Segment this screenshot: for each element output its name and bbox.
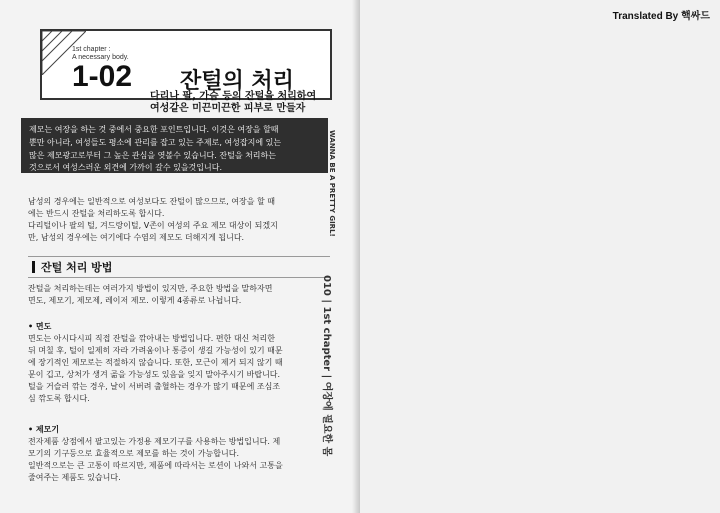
chapter-header-box <box>40 29 332 100</box>
translated-by-label: Translated By 핵싸드 <box>612 11 710 22</box>
paragraph-line: 뒤 며칠 후, 털이 일제히 자라 가려움이나 통증이 생길 가능성이 있기 때문 <box>28 345 283 355</box>
chapter-small-line: A necessary body. <box>72 54 129 61</box>
section-title: 잔털 처리 방법 <box>41 261 113 274</box>
paragraph-line: 털을 거슬러 깎는 경우, 날이 서버려 출혈하는 경우가 많기 때문에 조심조 <box>28 381 281 391</box>
paragraph-line: 잔털을 처리하는데는 여러가지 방법이 있지만, 주요한 방법을 말하자면 <box>28 284 273 293</box>
intro-line: 것으로서 여성스러운 외견에 가까이 갈수 있을것입니다. <box>29 163 222 173</box>
paragraph-line: 일반적으로는 큰 고통이 따르지만, 제품에 따라서는 로션이 나와서 고통을 <box>28 460 283 470</box>
intro-line: 뿐만 아니라, 여성들도 평소에 관리를 잡고 있는 주제로, 여성잡지에 있는 <box>29 137 282 147</box>
intro-line: 제모는 여장을 하는 것 중에서 중요한 포인트입니다. 이것은 여장을 할때 <box>29 125 279 134</box>
paragraph-line: 만, 남성의 경우에는 여기에다 수염의 제모도 더해지게 됩니다. <box>28 232 245 242</box>
side-text: WANNA BE A PRETTY GIRL! <box>328 130 336 237</box>
paragraph-line: 줄여주는 제품도 있습니다. <box>28 472 121 482</box>
side-text: 010 | 1st chapter | 여장에 필요한 몸 <box>321 275 332 457</box>
subtitle-line: 다리나 팔, 가슴 등의 잔털을 처리하여 <box>150 91 317 102</box>
paragraph-line: 면도는 아시다시피 직접 잔털을 깎아내는 방법입니다. 편한 대신 처리한 <box>28 334 275 343</box>
section-heading <box>28 256 330 278</box>
subtitle-line: 여성같은 미끈미끈한 피부로 만들자 <box>150 103 306 114</box>
intro-box <box>21 118 328 173</box>
epilator-heading: • 제모기 <box>28 425 60 434</box>
paragraph-line: 남성의 경우에는 일반적으로 여성보다도 잔털이 많으므로, 여장을 할 때 <box>28 197 275 206</box>
chapter-subtitle <box>150 91 340 115</box>
paragraph-line: 심 깎도록 합시다. <box>28 393 90 403</box>
chapter-number: 1-02 <box>72 60 133 93</box>
paragraph-line: 에는 반드시 잔털을 처리하도록 합시다. <box>28 208 165 218</box>
paragraph-line: 에 장기적인 제모로는 적절하지 않습니다. 또한, 모근이 제거 되지 않기 때 <box>28 357 283 367</box>
chapter-title: 잔털의 처리 <box>180 69 294 94</box>
paragraph-line: 다리털이나 팔의 털, 겨드랑이털, V존이 여성의 주요 제모 대상이 되겠지 <box>28 220 278 230</box>
chapter-small-line: 1st chapter : <box>72 46 111 53</box>
methods-paragraph <box>28 283 328 307</box>
right-page <box>360 0 720 513</box>
razor-paragraph <box>28 333 328 404</box>
body-paragraph-1 <box>28 196 328 244</box>
paragraph-line: 전자제품 상점에서 팔고있는 가정용 제모기구를 사용하는 방법입니다. 제 <box>28 437 281 446</box>
epilator-paragraph <box>28 436 328 484</box>
paragraph-line: 모기의 기구등으로 효율적으로 제모를 하는 것이 가능합니다. <box>28 448 239 458</box>
razor-heading: • 면도 <box>28 322 52 331</box>
paragraph-line: 문이 깁고, 상처가 생겨 곪을 가능성도 있음을 잊지 말아주시기 바랍니다. <box>28 369 281 379</box>
paragraph-line: 면도, 제모기, 제모제, 레이저 제모. 이렇게 4종류로 나뉩니다. <box>28 295 242 305</box>
intro-line: 많은 제모광고로부터 그 높은 관심을 엿볼수 있습니다. 잔털을 처리하는 <box>29 150 276 160</box>
section-bar-decoration <box>32 261 35 273</box>
